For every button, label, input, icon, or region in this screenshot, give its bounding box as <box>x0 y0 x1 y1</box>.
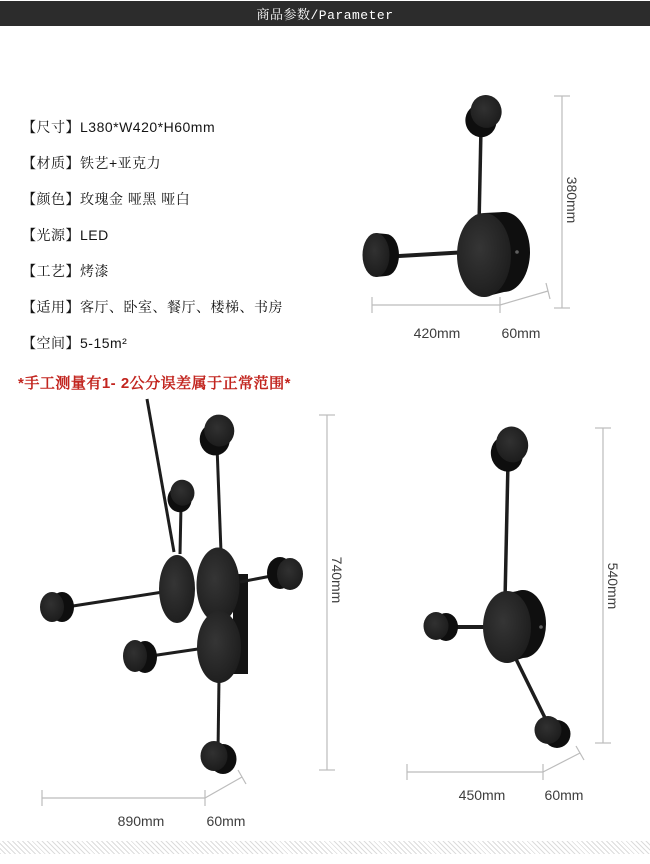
screw-dot <box>515 250 519 254</box>
spec-value: 5-15m² <box>80 335 128 351</box>
spec-label: 【光源】 <box>22 227 80 243</box>
spec-value: 客厅、卧室、餐厅、楼梯、书房 <box>80 299 283 315</box>
width-label-small: 420mm <box>413 325 461 341</box>
spec-value: LED <box>80 227 109 243</box>
depth-label-large: 60mm <box>206 813 246 829</box>
spec-value: 铁艺+亚克力 <box>80 155 162 171</box>
spec-label: 【尺寸】 <box>22 119 80 135</box>
spec-value: 烤漆 <box>80 263 109 279</box>
lamp-diagram-medium <box>424 424 571 748</box>
height-label-small: 380mm <box>564 176 580 224</box>
screw-dot <box>539 625 543 629</box>
spec-value: 玫瑰金 哑黑 哑白 <box>80 191 191 207</box>
width-label-medium: 450mm <box>458 787 506 803</box>
spec-label: 【适用】 <box>22 299 80 315</box>
height-label-medium: 540mm <box>605 562 621 610</box>
bottom-texture-band <box>0 841 650 854</box>
lamp-diagram-small <box>363 92 531 297</box>
width-label-large: 890mm <box>117 813 165 829</box>
measurement-note: *手工测量有1- 2公分误差属于正常范围* <box>18 375 292 392</box>
spec-label: 【颜色】 <box>22 191 80 207</box>
dimensions-large <box>42 415 345 829</box>
depth-label-medium: 60mm <box>544 787 584 803</box>
spec-label: 【空间】 <box>22 335 80 351</box>
spec-label: 【工艺】 <box>22 263 80 279</box>
height-label-large: 740mm <box>329 556 345 604</box>
spec-value: L380*W420*H60mm <box>80 119 216 135</box>
lamp-diagram-large <box>40 399 303 774</box>
spec-label: 【材质】 <box>22 155 80 171</box>
page-title: 商品参数/Parameter <box>256 8 394 23</box>
depth-label-small: 60mm <box>501 325 541 341</box>
